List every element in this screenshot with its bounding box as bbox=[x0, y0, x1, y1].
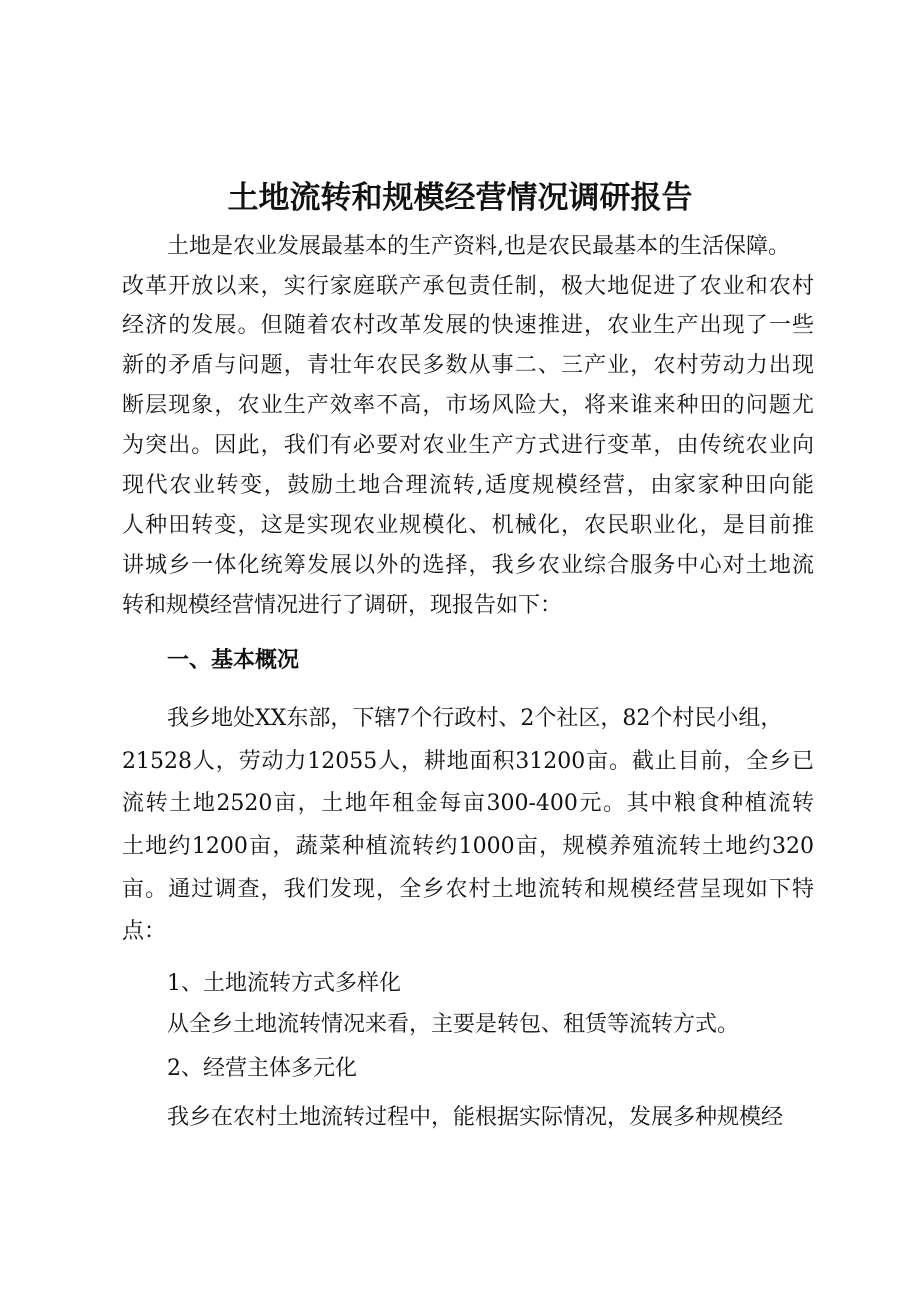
paragraph-line: 断层现象，农业生产效率不高，市场风险大，将来谁来种田的问题尤 bbox=[122, 393, 814, 418]
paragraph-line: 亩。通过调查，我们发现，全乡农村土地流转和规模经营呈现如下特 bbox=[122, 877, 814, 902]
paragraph-line: 为突出。因此，我们有必要对农业生产方式进行变革，由传统农业向 bbox=[122, 433, 814, 458]
section-heading: 一、基本概况 bbox=[167, 648, 300, 673]
paragraph-line: 从全乡土地流转情况来看，主要是转包、租赁等流转方式。 bbox=[167, 1012, 740, 1037]
paragraph-line: 我乡地处XX东部，下辖7个行政村、2个社区，82个村民小组， bbox=[167, 706, 783, 731]
paragraph-line: 点： bbox=[122, 919, 167, 944]
paragraph-line: 新的矛盾与问题，青壮年农民多数从事二、三产业，农村劳动力出现 bbox=[122, 353, 814, 378]
paragraph-line: 土地是农业发展最基本的生产资料,也是农民最基本的生活保障。 bbox=[167, 234, 790, 259]
subsection-heading: 1、土地流转方式多样化 bbox=[167, 971, 401, 996]
paragraph-line: 经济的发展。但随着农村改革发展的快速推进，农业生产出现了一些 bbox=[122, 313, 814, 338]
paragraph-line: 我乡在农村土地流转过程中，能根据实际情况，发展多种规模经 bbox=[167, 1105, 784, 1130]
paragraph-line: 土地约1200亩，蔬菜种植流转约1000亩，规模养殖流转土地约320 bbox=[122, 834, 814, 859]
paragraph-line: 现代农业转变，鼓励土地合理流转,适度规模经营，由家家种田向能 bbox=[122, 473, 814, 498]
subsection-heading: 2、经营主体多元化 bbox=[167, 1056, 357, 1081]
paragraph-line: 流转土地2520亩，土地年租金每亩300-400元。其中粮食种植流转 bbox=[122, 791, 814, 816]
document-title: 土地流转和规模经营情况调研报告 bbox=[227, 180, 693, 216]
paragraph-line: 改革开放以来，实行家庭联产承包责任制，极大地促进了农业和农村 bbox=[122, 274, 814, 299]
paragraph-line: 21528人，劳动力12055人，耕地面积31200亩。截止目前，全乡已 bbox=[122, 749, 814, 774]
paragraph-line: 人种田转变，这是实现农业规模化、机械化，农民职业化，是目前推 bbox=[122, 513, 814, 538]
paragraph-line: 转和规模经营情况进行了调研，现报告如下： bbox=[122, 593, 563, 618]
paragraph-line: 讲城乡一体化统筹发展以外的选择，我乡农业综合服务中心对土地流 bbox=[122, 553, 814, 578]
